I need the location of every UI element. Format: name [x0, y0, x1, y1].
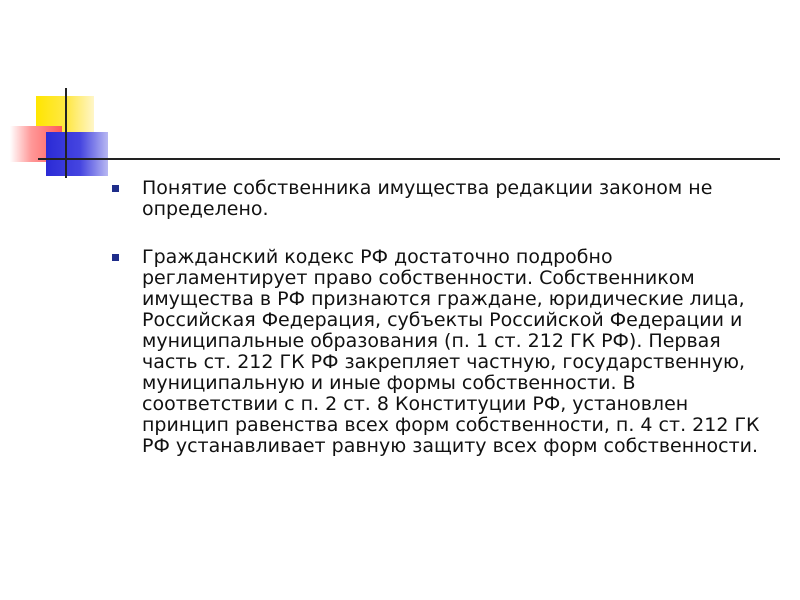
- decor-vertical-line: [65, 88, 67, 178]
- bullet-list: [112, 178, 772, 484]
- list-item: [112, 247, 772, 457]
- list-item: [112, 178, 772, 220]
- bullet-text: Гражданский кодекс РФ достаточно подробно регламентирует право собственности. Собственником имущества в РФ признаются граждане, юридические лица, Российская Федерация, субъекты Российской Федерации и муниципальные образования (п. 1 ст. 212 ГК РФ). Первая часть ст. 212 ГК РФ закрепляет частную, государственную, муниципальную и иные формы собственности. В соответствии с п. 2 ст. 8 Конституции РФ, установлен принцип равенства всех форм собственности, п. 4 ст. 212 ГК РФ устанавливает равную защиту всех форм собственности.: [142, 246, 760, 457]
- bullet-square-icon: [112, 185, 119, 192]
- bullet-square-icon: [112, 254, 119, 261]
- bullet-text: Понятие собственника имущества редакции законом не определено.: [142, 177, 713, 220]
- decor-horizontal-line: [38, 158, 780, 160]
- decor-blue-square: [46, 132, 108, 176]
